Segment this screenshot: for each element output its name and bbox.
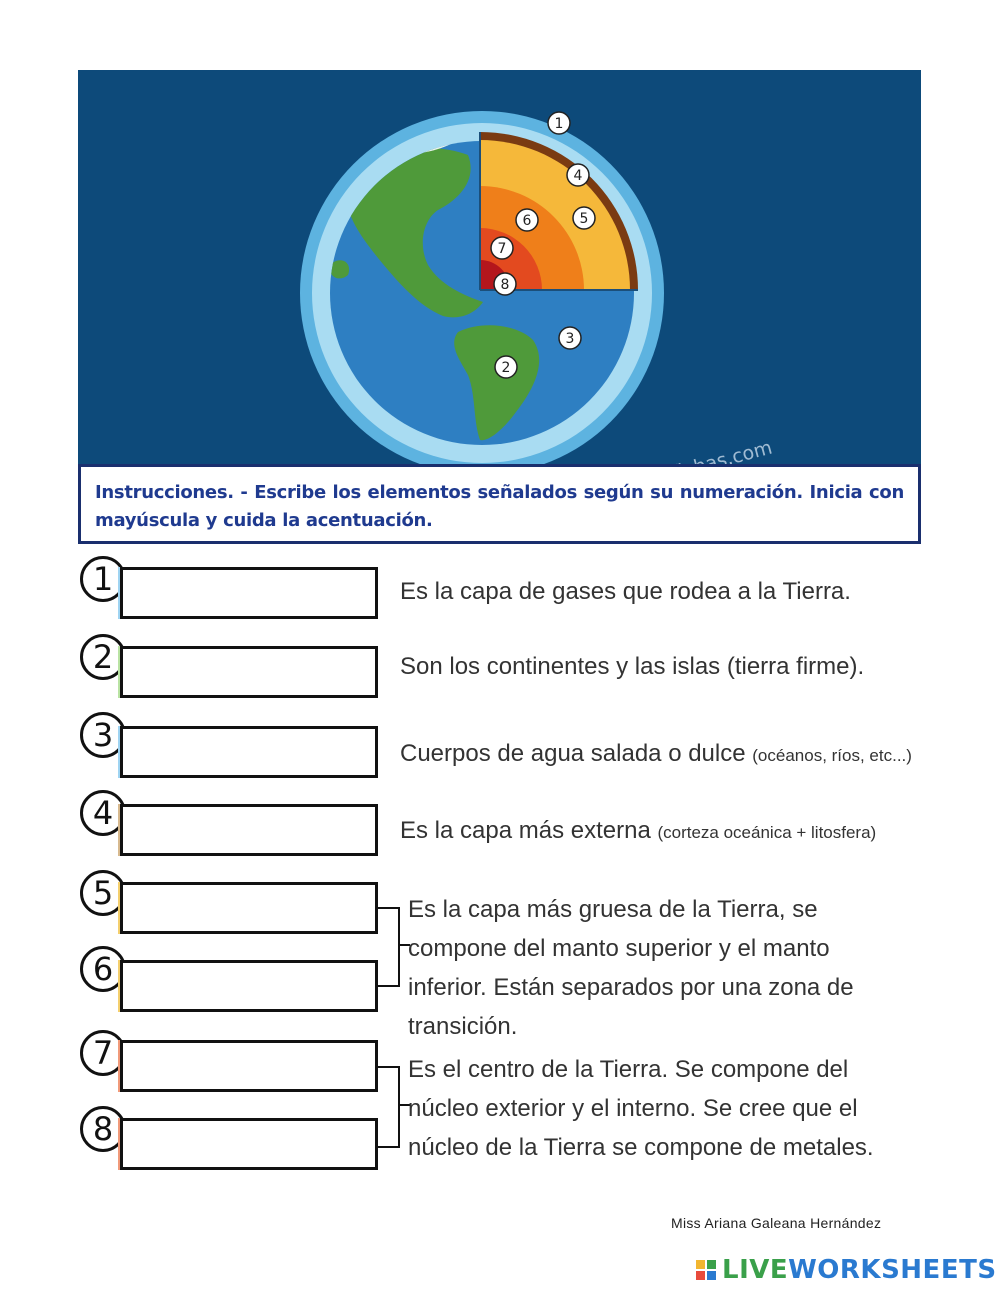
bracket-7-8 [378,1066,400,1148]
marker-4 [567,164,589,186]
description-5-6: Es la capa más gruesa de la Tierra, se compone del manto superior y el manto inferior. Están separados por una zona de transición. [408,896,854,1040]
author-credit: Miss Ariana Galeana Hernández [671,1215,882,1231]
description-7-8: Es el centro de la Tierra. Se compone del núcleo exterior y el interno. Se cree que el núcleo de la Tierra se compone de metales. [408,1056,874,1161]
description-4-main: Es la capa más externa [400,817,651,844]
svg-text:4: 4 [573,168,583,184]
logo-squares-icon [696,1260,716,1280]
layers-cutaway [480,132,638,290]
svg-text:7: 7 [497,241,507,257]
earth-layers-banner [78,70,921,470]
number-circle-2: 2 [80,634,126,680]
earth-layers-diagram [78,70,921,470]
logo-text-worksheets: WORKSHEETS [788,1255,997,1285]
answer-input-4[interactable] [120,804,378,856]
bracket-5-6 [378,907,400,987]
marker-8 [494,273,516,295]
number-circle-1: 1 [80,556,126,602]
marker-3 [559,327,581,349]
marker-2 [495,356,517,378]
liveworksheets-logo[interactable] [696,1255,997,1285]
description-3-note: (océanos, ríos, etc...) [752,746,912,765]
marker-1 [548,112,570,134]
logo-text-live: LIVE [722,1255,789,1285]
answer-input-3[interactable] [120,726,378,778]
answer-input-6[interactable] [120,960,378,1012]
answer-input-1[interactable] [120,567,378,619]
number-circle-7: 7 [80,1030,126,1076]
svg-text:2: 2 [501,360,511,376]
svg-text:8: 8 [500,277,510,293]
answer-input-5[interactable] [120,882,378,934]
number-circle-8: 8 [80,1106,126,1152]
description-3-main: Cuerpos de agua salada o dulce [400,740,746,767]
number-circle-6: 6 [80,946,126,992]
description-4 [400,817,876,845]
marker-6 [516,209,538,231]
marker-7 [491,237,513,259]
marker-5 [573,207,595,229]
number-circle-4: 4 [80,790,126,836]
svg-text:6: 6 [522,213,532,229]
number-circle-3: 3 [80,712,126,758]
number-circle-5: 5 [80,870,126,916]
instructions-box: Instrucciones. - Escribe los elementos señalados según su numeración. Inicia con mayúscula y cuida la acentuación. [78,464,921,544]
description-4-note: (corteza oceánica + litosfera) [657,823,877,842]
answer-input-2[interactable] [120,646,378,698]
logo-text [722,1255,997,1285]
description-1: Es la capa de gases que rodea a la Tierra. [400,578,851,605]
answer-input-8[interactable] [120,1118,378,1170]
svg-text:3: 3 [565,331,575,347]
svg-text:1: 1 [554,116,564,132]
svg-text:5: 5 [579,211,589,227]
answer-input-7[interactable] [120,1040,378,1092]
description-3 [400,740,912,768]
description-2: Son los continentes y las islas (tierra firme). [400,653,865,680]
